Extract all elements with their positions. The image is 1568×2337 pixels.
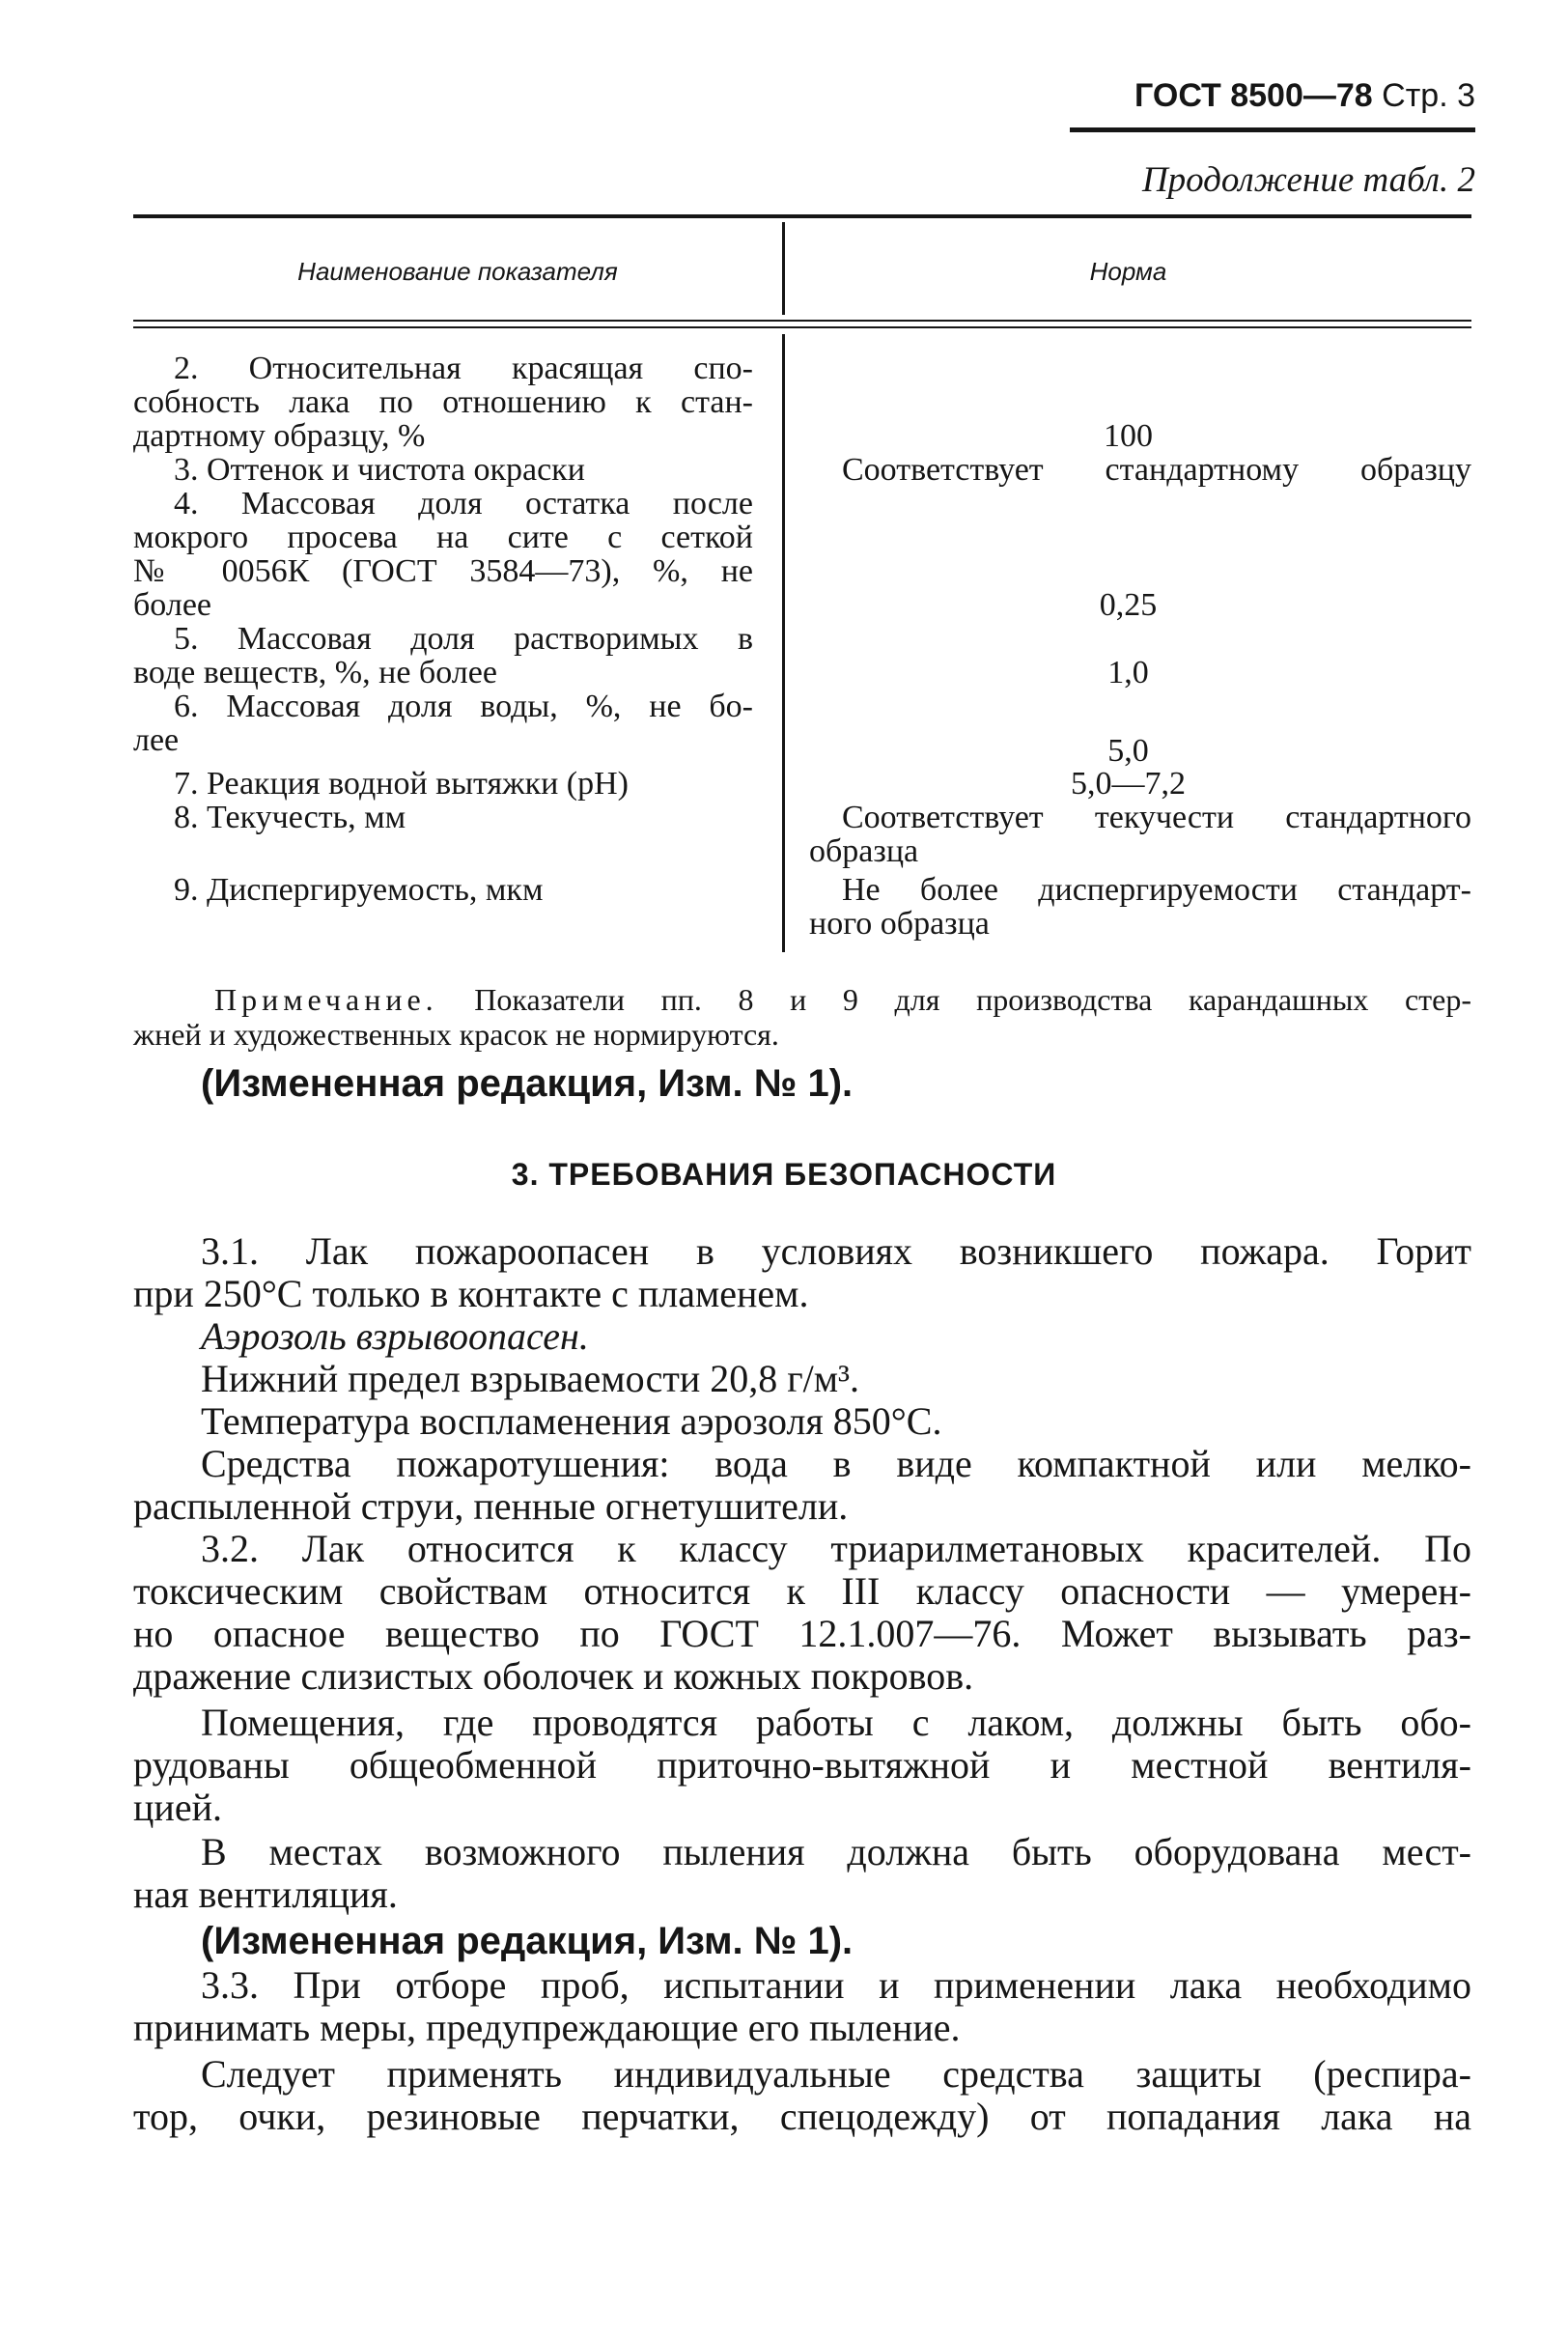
row-4-name-line: 4. Массовая доля остатка после [174,486,753,521]
row-7-norm: 5,0—7,2 [1071,766,1186,802]
amendment-note: (Измененная редакция, Изм. № 1). [201,1920,854,1962]
column-header-norm: Норма [1089,257,1167,286]
row-4-name-line: мокрого просева на сите с сеткой [133,520,753,555]
section-title: 3. ТРЕБОВАНИЯ БЕЗОПАСНОСТИ [511,1157,1057,1192]
table-header-rule-2 [133,326,1471,328]
doc-number: ГОСТ 8500—78 [1134,77,1373,114]
ppe-line: тор, очки, резиновые перчатки, спецодежду) от попадания лака на [133,2095,1471,2138]
row-5-name-line: 5. Массовая доля растворимых в [174,621,753,657]
premises-line: Помещения, где проводятся работы с лаком, должны быть обо- [201,1701,1471,1744]
table-note-line-2: жней и художественных красок не нормируются. [133,1017,779,1052]
row-2-name-line: 2. Относительная красящая спо- [174,351,753,386]
ignition-temperature: Температура воспламенения аэрозоля 850°С. [201,1399,942,1443]
lower-explosive-limit: Нижний предел взрываемости 20,8 г/м³. [201,1357,860,1400]
extinguishing-line: распыленной струи, пенные огнетушители. [133,1484,849,1528]
extinguishing-line: Средства пожаротушения: вода в виде компактной или мелко- [201,1442,1471,1485]
row-6-name-line: лее [133,722,180,758]
row-3-name-line: 3. Оттенок и чистота окраски [174,452,585,488]
row-5-name-line: воде веществ, %, не более [133,655,497,690]
table-note-line-1 [214,983,1471,1016]
note-text: Показатели пп. 8 и 9 для производства карандашных стер- [474,982,1472,1017]
dust-ventilation-line: В местах возможного пыления должна быть оборудована мест- [201,1830,1471,1873]
column-header-name: Наименование показателя [297,257,618,286]
row-9-norm-line: ного образца [809,906,990,942]
para-3-2-line: 3.2. Лак относится к классу триарилметановых красителей. По [201,1527,1471,1570]
row-4-norm: 0,25 [1099,587,1158,623]
dust-ventilation-line: ная вентиляция. [133,1872,398,1916]
table-top-rule [133,214,1471,218]
row-7-name-line: 7. Реакция водной вытяжки (рН) [174,766,629,802]
table-continuation: Продолжение табл. 2 [1141,160,1475,200]
para-3-1-line: 3.1. Лак пожароопасен в условиях возникшего пожара. Горит [201,1229,1471,1273]
row-6-name-line: 6. Массовая доля воды, %, не бо- [174,689,753,724]
row-2-name-line: дартному образцу, % [133,418,426,454]
note-label: Примечание. [214,982,438,1017]
header-rule [1070,127,1475,132]
aerosol-statement: Аэрозоль взрывоопасен. [201,1314,589,1358]
row-9-name-line: 9. Диспергируемость, мкм [174,872,544,908]
para-3-3-line: 3.3. При отборе проб, испытании и применении лака необходимо [201,1963,1471,2007]
page-label: Стр. 3 [1382,77,1475,114]
para-3-1-line: при 250°С только в контакте с пламенем. [133,1272,809,1315]
para-3-2-line: токсическим свойствам относится к III классу опасности — умерен- [133,1569,1471,1613]
row-3-norm: Соответствует стандартному образцу [842,452,1471,488]
row-6-norm: 5,0 [1107,733,1149,769]
row-4-name-line: более [133,587,211,623]
row-2-name-line: собность лака по отношению к стан- [133,384,753,420]
row-8-norm-line: Соответствует текучести стандартного [842,800,1471,835]
page-header [1134,77,1475,115]
row-5-norm: 1,0 [1107,655,1149,690]
para-3-2-line: дражение слизистых оболочек и кожных покровов. [133,1654,974,1698]
row-4-name-line: № 0056К (ГОСТ 3584—73), %, не [133,553,753,589]
row-8-name-line: 8. Текучесть, мм [174,800,406,835]
para-3-2-line: но опасное вещество по ГОСТ 12.1.007—76. Может вызывать раз- [133,1612,1471,1655]
row-8-norm-line: образца [809,833,919,869]
table-header-rule-1 [133,320,1471,322]
premises-line: цией. [133,1786,222,1829]
para-3-3-line: принимать меры, предупреждающие его пыление. [133,2006,961,2049]
amendment-note: (Измененная редакция, Изм. № 1). [201,1062,854,1105]
row-9-norm-line: Не более диспергируемости стандарт- [842,872,1471,908]
ppe-line: Следует применять индивидуальные средства защиты (респира- [201,2052,1471,2096]
premises-line: рудованы общеобменной приточно-вытяжной и местной вентиля- [133,1743,1471,1787]
row-2-norm: 100 [1104,418,1153,454]
